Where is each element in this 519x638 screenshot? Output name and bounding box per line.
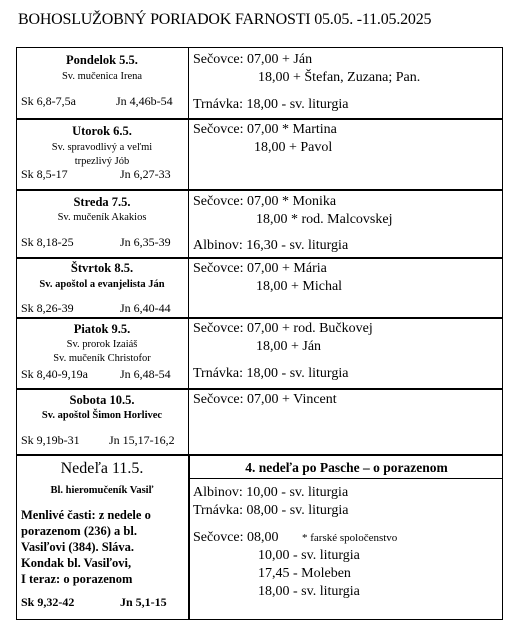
row-divider (16, 388, 503, 390)
service-line: Sečovce: 07,00 * Monika (193, 194, 337, 209)
variable-parts-line: Menlivé časti: z nedele o (21, 508, 151, 522)
saint-name: Sv. apoštol Šimon Horlivec (41, 410, 163, 421)
service-line: 18,00 * rod. Malcovskej (256, 212, 393, 227)
reading-gospel: Jn 6,48-54 (120, 367, 171, 381)
reading-gospel: Jn 6,35-39 (120, 235, 171, 249)
sunday-title-divider (190, 478, 503, 479)
reading-gospel: Jn 5,1-15 (120, 595, 167, 609)
reading-apostle: Sk 8,18-25 (21, 235, 74, 249)
reading-apostle: Sk 8,26-39 (21, 301, 74, 315)
row-divider (16, 317, 503, 319)
service-line: 18,00 + Pavol (254, 140, 333, 155)
service-line: Sečovce: 08,00 (193, 530, 279, 545)
service-line: 10,00 - sv. liturgia (258, 548, 360, 563)
service-line: 18,00 + Michal (256, 279, 343, 294)
reading-apostle: Sk 9,32-42 (21, 595, 75, 609)
saint-name: Sv. spravodlivý a veľmi (51, 142, 153, 153)
day-name: Štvrtok 8.5. (70, 261, 134, 275)
saint-name: Sv. mučenica Irena (61, 71, 143, 82)
service-line: Sečovce: 07,00 + Vincent (193, 392, 337, 407)
row-divider (16, 257, 503, 259)
variable-parts-line: Vasiľovi (384). Sláva. (21, 540, 135, 554)
saint-name: Sv. mučeník Akakios (57, 212, 147, 223)
service-line: Albinov: 16,30 - sv. liturgia (193, 238, 349, 253)
day-name: Utorok 6.5. (72, 124, 132, 138)
service-note: * farské spoločenstvo (302, 532, 398, 544)
column-divider-sunday (188, 455, 190, 620)
service-line: Trnávka: 18,00 - sv. liturgia (193, 366, 349, 381)
day-name: Piatok 9.5. (73, 322, 131, 336)
service-line: 18,00 - sv. liturgia (258, 584, 360, 599)
service-line: 17,45 - Moleben (258, 566, 351, 581)
day-name: Streda 7.5. (73, 195, 131, 209)
row-divider (16, 118, 503, 120)
reading-gospel: Jn 15,17-16,2 (109, 433, 175, 447)
column-divider (188, 47, 189, 455)
sunday-title: 4. nedeľa po Pasche – o porazenom (245, 460, 448, 475)
saint-name: Sv. mučeník Christofor (53, 353, 151, 364)
service-line: 18,00 + Štefan, Zuzana; Pan. (258, 70, 421, 85)
row-divider (16, 454, 503, 456)
reading-apostle: Sk 9,19b-31 (21, 433, 80, 447)
variable-parts-line: Kondak bl. Vasiľovi, (21, 556, 132, 570)
variable-parts (21, 507, 186, 587)
saint-name: Sv. apoštol a evanjelista Ján (39, 279, 165, 290)
service-line: Sečovce: 07,00 * Martina (193, 122, 337, 137)
sunday-day-name: Nedeľa 11.5. (60, 460, 144, 477)
sunday-saint-name: Bl. hieromučeník Vasiľ (50, 485, 154, 496)
reading-gospel: Jn 6,40-44 (120, 301, 171, 315)
reading-apostle: Sk 8,40-9,19a (21, 367, 88, 381)
service-line: Trnávka: 08,00 - sv. liturgia (193, 503, 349, 518)
day-name: Pondelok 5.5. (66, 53, 138, 67)
service-line: Sečovce: 07,00 + Ján (193, 52, 313, 67)
service-line: Sečovce: 07,00 + rod. Bučkovej (193, 321, 373, 336)
saint-name: trpezlivý Jób (74, 156, 130, 167)
saint-name: Sv. prorok Izaiáš (66, 339, 138, 350)
day-name: Sobota 10.5. (69, 393, 135, 407)
service-line: Trnávka: 18,00 - sv. liturgia (193, 97, 349, 112)
reading-apostle: Sk 6,8-7,5a (21, 94, 76, 108)
reading-gospel: Jn 6,27-33 (120, 167, 171, 181)
variable-parts-line: porazenom (236) a bl. (21, 524, 137, 538)
service-line: 18,00 + Ján (256, 339, 322, 354)
service-line: Albinov: 10,00 - sv. liturgia (193, 485, 349, 500)
page-title: BOHOSLUŽOBNÝ PORIADOK FARNOSTI 05.05. -11.05.2025 (18, 11, 432, 28)
reading-gospel: Jn 4,46b-54 (116, 94, 173, 108)
service-line: Sečovce: 07,00 + Mária (193, 261, 327, 276)
row-divider (16, 189, 503, 191)
reading-apostle: Sk 8,5-17 (21, 167, 68, 181)
variable-parts-line: I teraz: o porazenom (21, 572, 133, 586)
